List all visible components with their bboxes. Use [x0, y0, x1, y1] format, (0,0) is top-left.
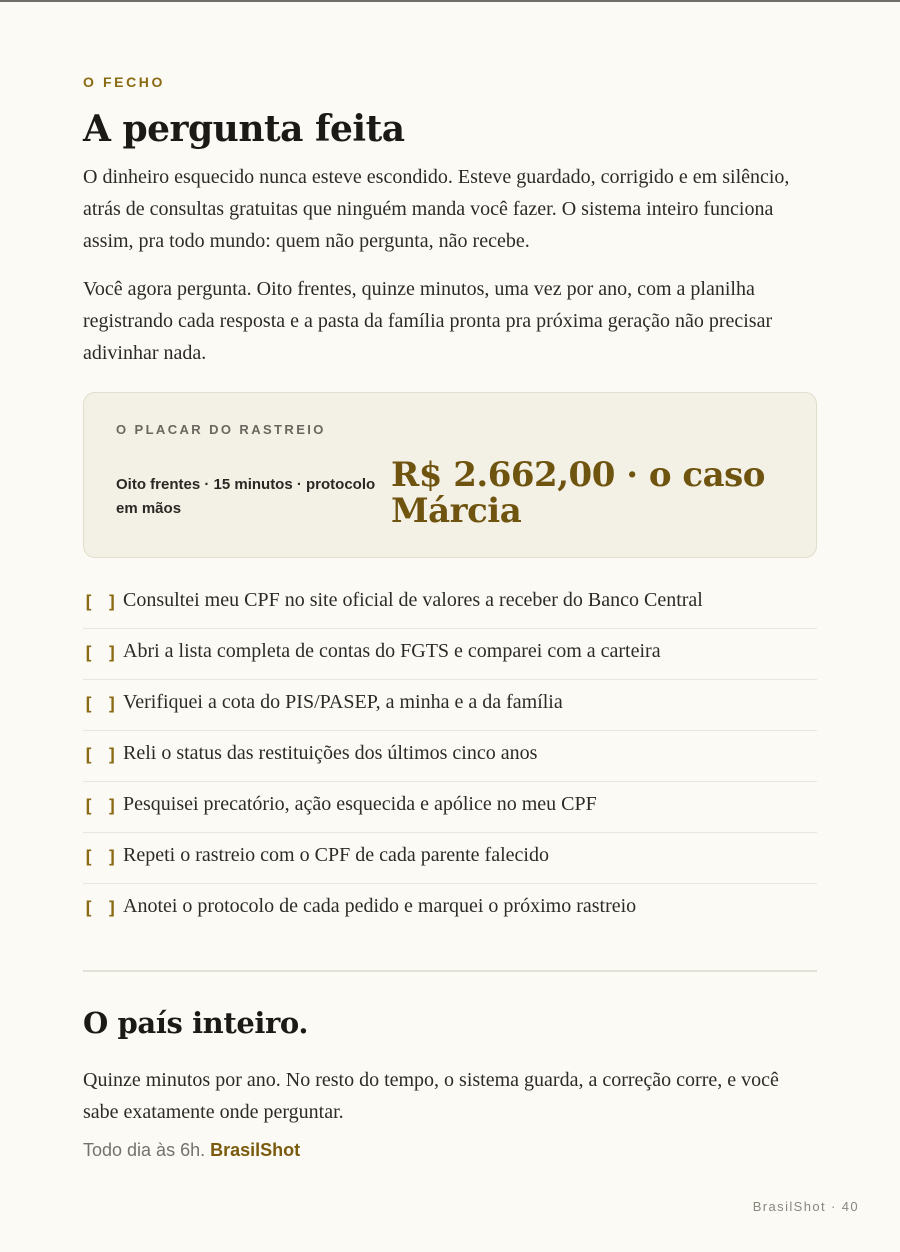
- checkbox-icon[interactable]: [ ]: [83, 898, 119, 919]
- checklist-item-text: Reli o status das restituições dos últimos cinco anos: [123, 742, 538, 764]
- page-title: A pergunta feita: [83, 108, 405, 150]
- section-eyebrow: O FECHO: [83, 74, 165, 90]
- checkbox-icon[interactable]: [ ]: [83, 796, 119, 817]
- intro-paragraph-2: Você agora pergunta. Oito frentes, quinze minutos, uma vez por ano, com a planilha registrando cada resposta e a pasta da família pronta pra próxima geração não precisar adivinhar nada.: [83, 278, 773, 364]
- checklist-item-text: Consultei meu CPF no site oficial de valores a receber do Banco Central: [123, 589, 703, 611]
- signoff: [83, 1140, 300, 1161]
- top-rule: [0, 0, 900, 2]
- checkbox-icon[interactable]: [ ]: [83, 592, 119, 613]
- checkbox-icon[interactable]: [ ]: [83, 847, 119, 868]
- scoreboard-meta: Oito frentes · 15 minutos · protocolo em mãos: [116, 476, 376, 517]
- checklist-item[interactable]: [83, 884, 817, 934]
- checklist-item[interactable]: [83, 833, 817, 884]
- scoreboard-value: R$ 2.662,00 · o caso Márcia: [391, 455, 765, 531]
- checklist-item[interactable]: [83, 629, 817, 680]
- scoreboard-label: O PLACAR DO RASTREIO: [116, 422, 326, 437]
- brand-link[interactable]: BrasilShot: [210, 1140, 301, 1160]
- checklist-item[interactable]: [83, 578, 817, 629]
- checklist-item-text: Pesquisei precatório, ação esquecida e apólice no meu CPF: [123, 793, 597, 815]
- signoff-text: Todo dia às 6h.: [83, 1140, 206, 1160]
- page-footer: BrasilShot · 40: [752, 1199, 859, 1214]
- checklist-item[interactable]: [83, 680, 817, 731]
- closing-heading: O país inteiro.: [83, 1006, 309, 1040]
- checklist-item[interactable]: [83, 731, 817, 782]
- checklist-item-text: Anotei o protocolo de cada pedido e marquei o próximo rastreio: [123, 895, 637, 917]
- section-divider: [83, 970, 817, 972]
- scoreboard-card: [83, 392, 817, 558]
- checklist-item-text: Verifiquei a cota do PIS/PASEP, a minha e a da família: [123, 691, 563, 713]
- closing-paragraph: Quinze minutos por ano. No resto do tempo, o sistema guarda, a correção corre, e você sabe exatamente onde perguntar.: [83, 1069, 779, 1123]
- checkbox-icon[interactable]: [ ]: [83, 694, 119, 715]
- checkbox-icon[interactable]: [ ]: [83, 643, 119, 664]
- checklist: [83, 578, 817, 934]
- checklist-item[interactable]: [83, 782, 817, 833]
- checkbox-icon[interactable]: [ ]: [83, 745, 119, 766]
- checklist-item-text: Abri a lista completa de contas do FGTS e comparei com a carteira: [123, 640, 661, 662]
- checklist-item-text: Repeti o rastreio com o CPF de cada parente falecido: [123, 844, 549, 866]
- intro-paragraph-1: O dinheiro esquecido nunca esteve escondido. Esteve guardado, corrigido e em silêncio, atrás de consultas gratuitas que ninguém manda você fazer. O sistema inteiro funciona assim, pra todo mundo: quem não pergunta, não recebe.: [83, 166, 790, 252]
